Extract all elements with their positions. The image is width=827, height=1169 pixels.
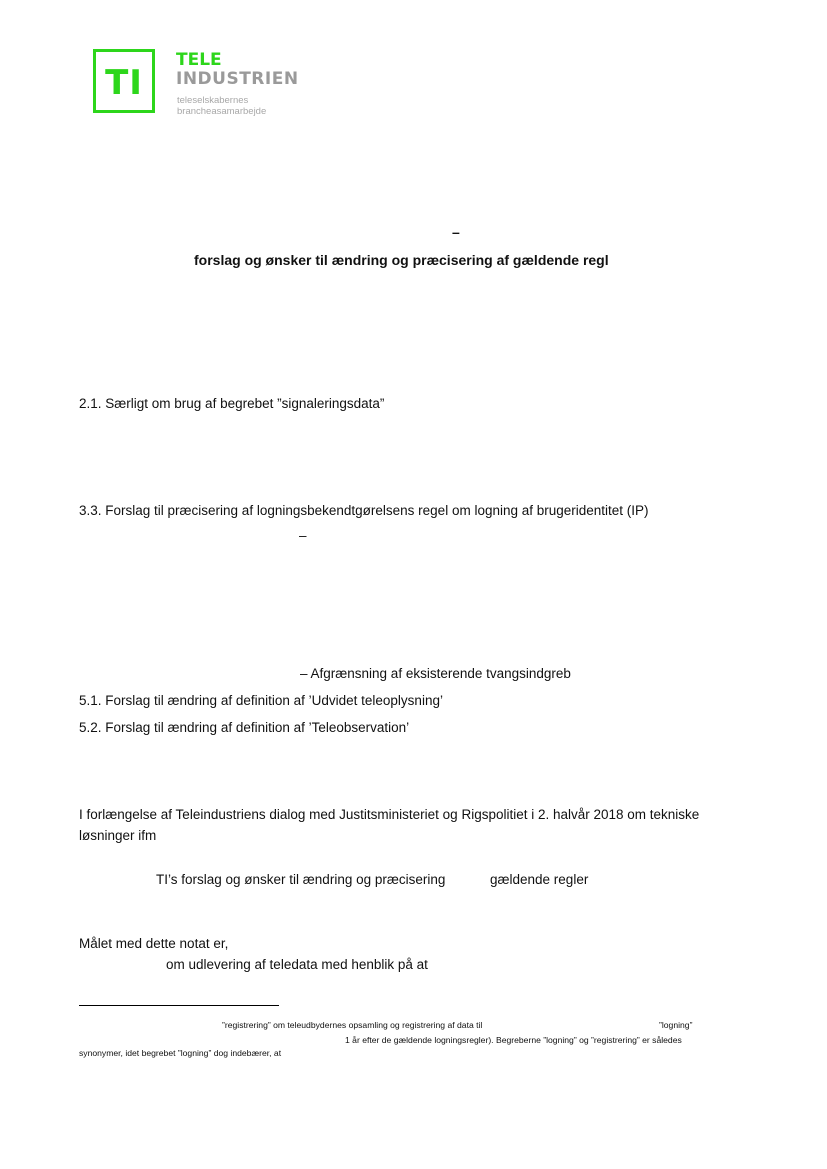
footnote-separator [79, 1005, 279, 1006]
toc-item-5-heading: – Afgrænsning af eksisterende tvangsindgreb [300, 666, 571, 681]
footnote-line-1-part-1: ”registrering” om teleudbydernes opsamling og registrering af data til [222, 1020, 483, 1030]
toc-item-3-3: 3.3. Forslag til præcisering af logningsbekendtgørelsens regel om logning af brugeridentitet (IP) [79, 503, 649, 518]
paragraph-2-part-1: TI’s forslag og ønsker til ændring og præcisering [156, 872, 446, 887]
toc-item-3-3-dash: – [299, 528, 307, 543]
toc-item-5-2: 5.2. Forslag til ændring af definition af ’Teleobservation’ [79, 720, 410, 735]
logo-wordmark-industrien: INDUSTRIEN [176, 69, 299, 89]
paragraph-1-line-2: løsninger ifm [79, 828, 157, 843]
paragraph-3-line-2: om udlevering af teledata med henblik på at [166, 957, 428, 972]
logo-tagline-1: teleselskabernes [177, 95, 249, 106]
logo-wordmark-tele: TELE [176, 50, 222, 70]
footnote-line-3: synonymer, idet begrebet ”logning” dog indebærer, at [79, 1048, 282, 1058]
footnote-line-1-part-2: ”logning” [659, 1020, 693, 1030]
logo-mark-text: TI [105, 63, 143, 103]
paragraph-1-line-1: I forlængelse af Teleindustriens dialog med Justitsministeriet og Rigspolitiet i 2. halvår 2018 om tekniske [79, 807, 700, 822]
document-title: forslag og ønsker til ændring og præcisering af gældende regl [194, 252, 609, 268]
title-dash: – [452, 224, 460, 240]
logo-tagline-2: brancheasamarbejde [177, 106, 267, 117]
toc-item-5-1: 5.1. Forslag til ændring af definition af ’Udvidet teleoplysning’ [79, 693, 443, 708]
paragraph-2-part-2: gældende regler [490, 872, 589, 887]
toc-item-2-1: 2.1. Særligt om brug af begrebet ”signaleringsdata” [79, 396, 385, 411]
logo-mark-box [93, 49, 155, 113]
footnote-line-2: 1 år efter de gældende logningsregler). Begreberne ”logning” og ”registrering” er således [345, 1035, 682, 1045]
paragraph-3-line-1: Målet med dette notat er, [79, 936, 229, 951]
